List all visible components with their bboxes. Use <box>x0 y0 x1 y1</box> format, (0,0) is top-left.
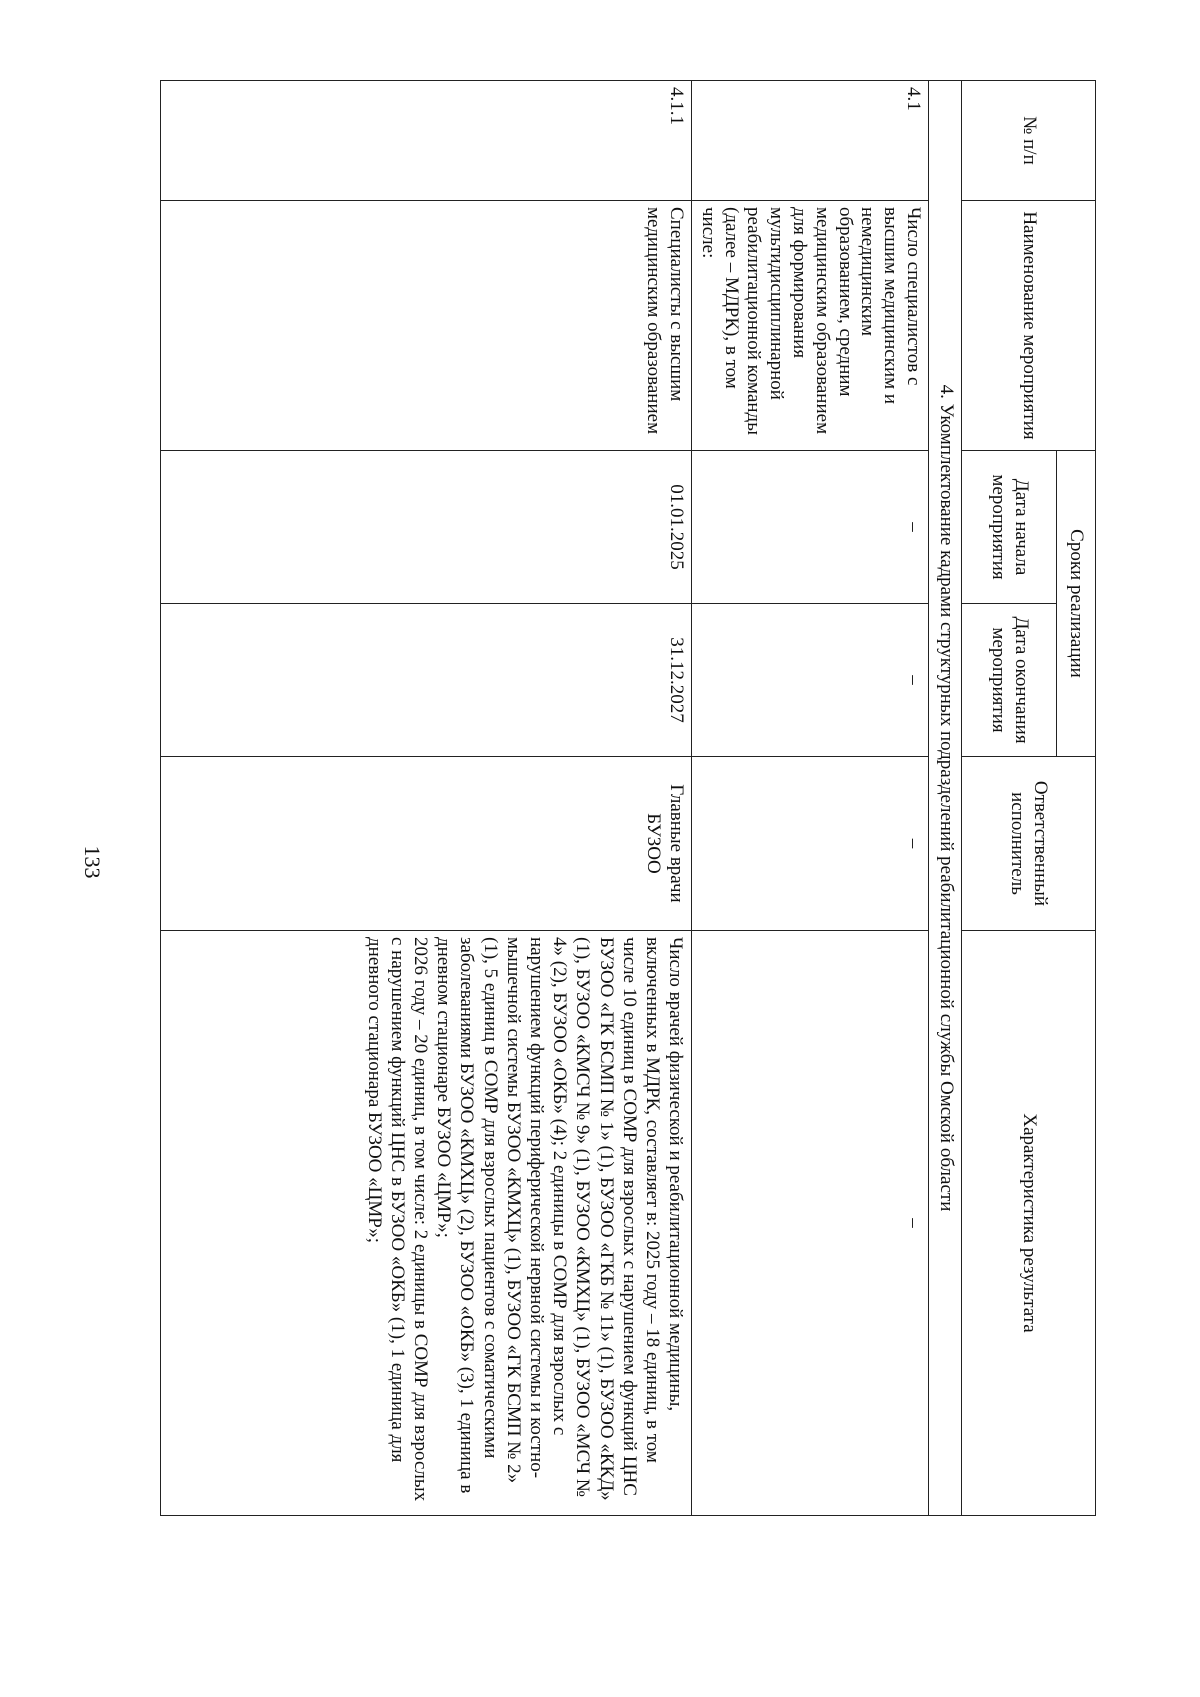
table-row <box>692 81 929 1516</box>
section-title: 4. Укомплектование кадрами структурных подразделений реабилитационной службы Омской области <box>929 81 962 1516</box>
header-result: Характеристика результата <box>962 931 1096 1516</box>
header-name: Наименование мероприятия <box>962 201 1096 451</box>
header-terms: Сроки реализации <box>1057 451 1096 757</box>
row-result-part-2: 2026 году – 20 единиц, в том числе: 2 единицы в СОМР для взрослых с нарушением функций ЦНС в БУЗОО «ОКБ» (1), 1 единица для дневного стационара БУЗОО «ЦМР»; <box>363 937 432 1502</box>
row-num: 4.1.1 <box>161 81 692 201</box>
plan-table <box>160 80 1096 1516</box>
header-num: № п/п <box>962 81 1096 201</box>
row-result <box>161 931 692 1516</box>
table-row <box>161 81 692 1516</box>
row-name: Специалисты с высшим медицинским образованием <box>161 201 692 451</box>
plan-table-rotated <box>160 80 1096 1515</box>
plan-table-wrapper <box>160 80 1096 1515</box>
row-name: Число специалистов с высшим медицинским и немедицинским образованием, средним медицинским образованием для формирования мультидисциплинарной реабилитационной команды (далее – МДРК), в том числе: <box>692 201 929 451</box>
row-end: – <box>692 604 929 757</box>
row-result-part-1: Число врачей физической и реабилитационной медицины, включенных в МДРК, составляет в: 2025 году – 18 единиц, в том числе 10 единиц в СОМР для взрослых с нарушением функций ЦНС БУЗОО «ГК БСМП № 1» (1), БУЗОО «ГКБ № 11» (1), БУЗОО «ККД» (1), БУЗОО «КМСЧ № 9» (1), БУЗОО «КМХЦ» (1), БУЗОО «МСЧ № 4» (2), БУЗОО «ОКБ» (4); 2 единицы в СОМР для взрослых с нарушением функций периферической нервной системы и костно-мышечной системы БУЗОО «КМХЦ» (1), БУЗОО «ГК БСМП № 2» (1), 5 единиц в СОМР для взрослых пациентов с соматическими заболеваниями БУЗОО «КМХЦ» (2), БУЗОО «ОКБ» (3), 1 единица в дневном стационаре БУЗОО «ЦМР»; <box>433 937 687 1501</box>
row-end: 31.12.2027 <box>161 604 692 757</box>
page-number <box>80 840 104 884</box>
row-result: – <box>692 931 929 1516</box>
row-start: – <box>692 451 929 604</box>
row-num: 4.1 <box>692 81 929 201</box>
row-responsible: Главные врачи БУЗОО <box>161 757 692 931</box>
row-start: 01.01.2025 <box>161 451 692 604</box>
header-start: Дата начала мероприятия <box>962 451 1057 604</box>
page-number-text: 133 <box>80 845 105 879</box>
header-responsible: Ответственный исполнитель <box>962 757 1096 931</box>
header-end: Дата окончания мероприятия <box>962 604 1057 757</box>
row-responsible: – <box>692 757 929 931</box>
